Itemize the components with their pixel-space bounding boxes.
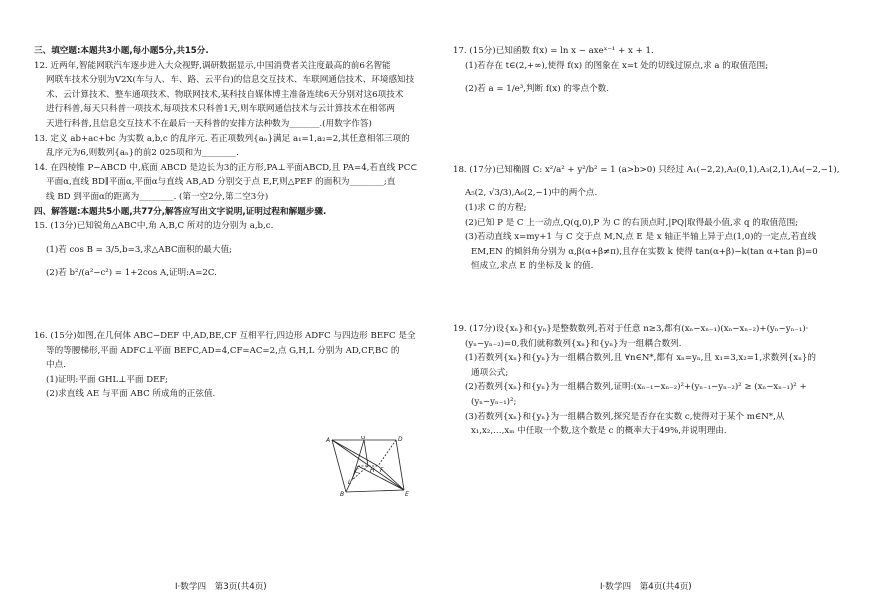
question-line: 天进行科普,且信息交互技术不在最后一天科普的安排方法种数为_______.(用数字作答) — [46, 118, 372, 129]
question-line: 14. 在四棱锥 P−ABCD 中,底面 ABCD 是边长为3的正方形,PA⊥平面ABCD,且 PA=4,若直线 PC⊂ — [34, 162, 418, 173]
question-line: (yₙ−yₙ₋₂)=0,我们就称数列{xₙ}和{yₙ}为一组耦合数列. — [465, 338, 682, 349]
question-line: 平面α,直线 BD∥平面α,平面α与直线 AB,AD 分别交于点 E,F,则△PEF 的面积为________;直 — [46, 177, 396, 188]
figure-label: F — [380, 467, 384, 474]
figure-label: A — [326, 437, 331, 444]
right-page — [435, 0, 870, 615]
question-line: (2)若数列{xₙ}和{yₙ}为一组耦合数列,证明:(xₙ₋₁−xₙ₋₂)²+(yₙ₋₁−yₙ₋₂)² ≥ (xₙ−xₙ₋₁)² + — [465, 382, 807, 393]
section3-title: 三、填空题:本题共3小题,每小题5分,共15分. — [34, 46, 209, 56]
footer-page-4: Ⅰ·数学四 第4页(共4页) — [600, 582, 692, 592]
question-line: (2)若 b²/(a²−c²) = 1+2cos A,证明:A=2C. — [46, 268, 217, 279]
question-line: 18. (17分)已知椭圆 C: x²/a² + y²/b² = 1 (a>b>0) 只经过 A₁(−2,2),A₂(0,1),A₃(2,1),A₄(−2,−1), — [453, 164, 840, 175]
question-line: 15. (13分)已知锐角△ABC中,角 A,B,C 所对的边分别为 a,b,c. — [34, 221, 274, 232]
question-line: 恒成立,求点 E 的坐标及 k 的值. — [471, 261, 594, 272]
figure-label: G — [361, 436, 366, 441]
question-line: 中点. — [46, 360, 66, 371]
question-line: 等的等腰梯形,平面 ADFC⊥平面 BEFC,AD=4,CF=AC=2,点 G,H,L 分别为 AD,CF,BC 的 — [46, 345, 400, 356]
question-13 — [34, 132, 425, 161]
question-16 — [34, 329, 425, 402]
question-17 — [453, 44, 854, 97]
section4-title: 四、解答题:本题共5小题,共77分,解答应写出文字说明,证明过程和解题步骤. — [34, 206, 327, 217]
question-15 — [34, 219, 425, 281]
question-line: 术、云计算技术、整车通项技术、物联网技术,某科技自媒体博主准备连续6天分别对这6项技术 — [46, 89, 404, 100]
question-line: (2)若 a = 1/e³,判断 f(x) 的零点个数. — [465, 84, 609, 95]
question-line: 线 BD 到平面α的距离为________. (第一空2分,第二空3分) — [46, 191, 269, 202]
question-line: (3)若动直线 x=my+1 与 C 交于点 M,N,点 E 是 x 轴正半轴上异于点(1,0)的一定点,若直线 — [465, 232, 817, 243]
question-line: (2)求直线 AE 与平面 ABC 所成角的正弦值. — [46, 389, 216, 400]
question-line: 12. 近两年,智能网联汽车逐步进入大众视野,调研数据显示,中国消费者关注度最高的前6名智能 — [34, 60, 391, 71]
question-line: 17. (15分)已知函数 f(x) = ln x − axeˣ⁻¹ + x + 1. — [453, 46, 654, 56]
question-line: (1)若存在 t∈(2,+∞),使得 f(x) 的图象在 x=t 处的切线过原点,求 a 的取值范围; — [465, 60, 769, 71]
figure-label: D — [398, 436, 403, 443]
question-line: 16. (15分)如图,在几何体 ABC−DEF 中,AD,BE,CF 互相平行,四边形 ADFC 与四边形 BEFC 是全 — [34, 330, 416, 341]
question-line: (1)证明:平面 GHL⊥平面 DEF; — [46, 374, 168, 385]
question-line: 通项公式; — [471, 367, 509, 378]
question-line: x₁,x₂,…,xₘ 中任取一个数,这个数是 c 的概率大于49%,并说明理由. — [471, 426, 727, 437]
question-line: 乱序元为6,则数列{aₙ}的前2 025项和为________. — [46, 148, 239, 159]
question-12 — [34, 59, 425, 132]
figure-label: H — [370, 467, 375, 474]
question-line: (1)求 C 的方程; — [465, 202, 527, 213]
question-line: (3)若数列{xₙ}和{yₙ}为一组耦合数列,探究是否存在实数 c,使得对于某个 m∈N*,从 — [465, 411, 785, 422]
question-line: (yₙ−yₙ₋₁)²; — [471, 396, 517, 407]
question-14 — [34, 161, 425, 205]
question-line: 进行科普,每天只科普一项技术,每项技术只科普1天,则车联网通信技术与云计算技术在相邻两 — [46, 104, 395, 115]
figure-label: C — [355, 468, 360, 475]
question-line: A₅(2, √3/3),A₆(2,−1)中的两个点. — [465, 188, 598, 199]
question-line: 19. (17分)设{xₙ}和{yₙ}是整数数列,若对于任意 n≥3,都有(xₙ−xₙ₋₁)(xₙ−xₙ₋₂)+(yₙ−yₙ₋₁)· — [453, 323, 809, 334]
figure-label: B — [340, 491, 345, 498]
question-line: 网联车技术分别为V2X(车与人、车、路、云平台)的信息交互技术、车联网通信技术、环境感知技 — [46, 75, 415, 86]
question-line: (1)若 cos B = 3/5,b=3,求△ABC面积的最大值; — [46, 244, 232, 255]
figure-label: L — [348, 479, 352, 486]
figure-label: E — [405, 491, 409, 498]
geometry-figure — [318, 436, 418, 498]
question-19 — [453, 322, 854, 439]
question-18 — [453, 163, 854, 274]
question-line: 13. 定义 ab+ac+bc 为实数 a,b,c 的乱序元. 若正项数列{aₙ}满足 a₁=1,a₂=2,其任意相邻三项的 — [34, 133, 410, 144]
question-line: EM,EN 的倾斜角分别为 α,β(α+β≠π),且存在实数 k 使得 tan(α+β)−k(tan α+tan β)=0 — [471, 246, 818, 257]
question-line: (2)已知 P 是 C 上一动点,Q(q,0),P 为 C 的右顶点时,|PQ|取得最小值,求 q 的取值范围; — [465, 217, 799, 228]
question-line: (1)若数列{xₙ}和{yₙ}为一组耦合数列,且 ∀n∈N*,都有 xₙ=yₙ,且 x₁=3,x₂=1,求数列{xₙ}的 — [465, 353, 816, 364]
footer-page-3: Ⅰ·数学四 第3页(共4页) — [175, 582, 267, 592]
